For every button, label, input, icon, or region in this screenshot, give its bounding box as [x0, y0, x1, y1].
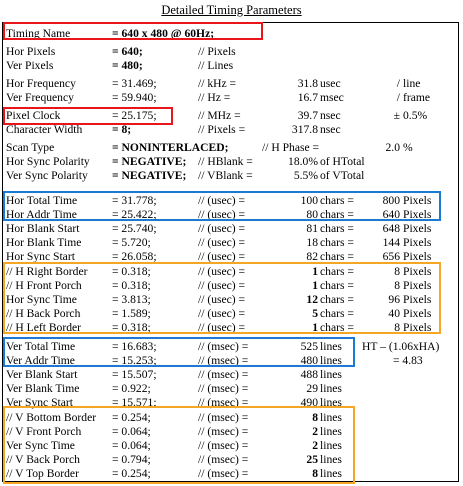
cell-v2: 31.8 [297, 77, 318, 90]
cell-name: Ver Sync Polarity [6, 169, 88, 182]
cell-v2: 8 [312, 467, 318, 480]
cell-val: = 5.720; [112, 236, 151, 249]
highlight-timing-name [3, 22, 263, 40]
cell-u1: // (usec) = [198, 265, 246, 278]
table-row [0, 236, 463, 249]
cell-name: // V Front Porch [6, 425, 82, 438]
cell-u2: chars = [320, 321, 354, 334]
cell-val: = 8; [112, 123, 132, 136]
cell-u2: usec [320, 77, 341, 90]
cell-val: = 0.318; [112, 279, 151, 292]
table-row [0, 141, 463, 154]
cell-val: = NONINTERLACED; [112, 141, 229, 154]
cell-v2: 8 [312, 411, 318, 424]
cell-u2: chars = [320, 222, 354, 235]
cell-u1: // (usec) = [198, 222, 246, 235]
cell-name: Pixel Clock [6, 109, 61, 122]
cell-name: Ver Pixels [6, 59, 54, 72]
cell-u2: chars = [320, 265, 354, 278]
cell-name: Ver Frequency [6, 91, 74, 104]
cell-val: = 15.253; [112, 354, 157, 367]
cell-v2: 39.7 [297, 109, 318, 122]
cell-u1: // (usec) = [198, 293, 246, 306]
cell-val: = 0.318; [112, 321, 151, 334]
cell-v2: 1 [312, 321, 318, 334]
cell-u1: // VBlank = [198, 169, 253, 182]
cell-u1: // (msec) = [198, 439, 249, 452]
cell-u3: Pixels [403, 293, 432, 306]
cell-v2: 1 [312, 279, 318, 292]
cell-v2: 29 [306, 382, 318, 395]
cell-u2: lines [320, 354, 342, 367]
side-note-line2: = 4.83 [393, 354, 423, 367]
table-row [0, 169, 463, 182]
cell-v2: 25 [306, 453, 318, 466]
cell-name: Ver Sync Time [6, 439, 75, 452]
cell-u1: // Lines [198, 59, 234, 72]
cell-u2: lines [320, 368, 342, 381]
cell-val: = NEGATIVE; [112, 155, 187, 168]
cell-val: = 15.571; [112, 396, 157, 409]
cell-u2: chars = [320, 279, 354, 292]
cell-v3: 8 [394, 265, 400, 278]
cell-u3: Pixels [403, 222, 432, 235]
cell-u1: // Pixels [198, 45, 236, 58]
cell-v2: // H Phase = [262, 141, 320, 154]
cell-u3: line [403, 77, 421, 90]
cell-u2: lines [320, 382, 342, 395]
cell-val: = NEGATIVE; [112, 169, 187, 182]
highlight-pixel-clock [3, 107, 173, 125]
cell-u2: nsec [320, 123, 341, 136]
cell-u2: msec [320, 91, 344, 104]
table-row [0, 59, 463, 72]
cell-v3: 40 [388, 307, 400, 320]
cell-val: = 25.422; [112, 208, 157, 221]
cell-v2: 5 [312, 307, 318, 320]
cell-u1: // (msec) = [198, 453, 249, 466]
cell-u1: // (msec) = [198, 340, 249, 353]
cell-v2: 480 [300, 354, 318, 367]
cell-name: Hor Frequency [6, 77, 76, 90]
cell-u3: Pixels [403, 279, 432, 292]
cell-v2: 18.0% [288, 155, 318, 168]
cell-val: = 640; [112, 45, 143, 58]
cell-val: = 15.507; [112, 368, 157, 381]
cell-u3: 0.5% [403, 109, 428, 122]
cell-name: Hor Sync Polarity [6, 155, 90, 168]
cell-v3: 8 [394, 321, 400, 334]
highlight-h-porches [3, 262, 441, 334]
cell-u1: // (msec) = [198, 411, 249, 424]
cell-u1: // (usec) = [198, 307, 246, 320]
cell-u2: of HTotal [320, 155, 365, 168]
cell-name: // H Right Border [6, 265, 88, 278]
cell-u1: // (usec) = [198, 236, 246, 249]
cell-name: Hor Sync Start [6, 250, 75, 263]
cell-val: = 0.254; [112, 467, 151, 480]
cell-u2: lines [320, 467, 342, 480]
cell-name: Hor Total Time [6, 194, 78, 207]
cell-u2: chars = [320, 208, 354, 221]
cell-name: Ver Sync Start [6, 396, 73, 409]
cell-u1: // Hz = [198, 91, 231, 104]
cell-u1: // (usec) = [198, 208, 246, 221]
cell-v3: 656 [382, 250, 400, 263]
cell-name: Ver Total Time [6, 340, 76, 353]
cell-u3: % [403, 141, 413, 154]
cell-u1: // (msec) = [198, 354, 249, 367]
cell-u1: // Pixels = [198, 123, 246, 136]
cell-val: = 1.589; [112, 307, 151, 320]
cell-v2: 80 [306, 208, 318, 221]
cell-v2: 1 [312, 265, 318, 278]
cell-v2: 81 [306, 222, 318, 235]
cell-u3: Pixels [403, 250, 432, 263]
cell-u1: // (msec) = [198, 425, 249, 438]
highlight-v-porches [3, 406, 355, 484]
table-row [0, 77, 463, 90]
cell-v2: 16.7 [297, 91, 318, 104]
cell-u2: chars = [320, 194, 354, 207]
cell-u2: lines [320, 340, 342, 353]
side-note-line1: HT – (1.06xHA) [362, 340, 440, 353]
cell-v3: / [396, 77, 400, 90]
cell-u1: // kHz = [198, 77, 237, 90]
cell-name: Hor Addr Time [6, 208, 77, 221]
cell-v3: 96 [388, 293, 400, 306]
cell-name: Character Width [6, 123, 83, 136]
cell-u3: Pixels [403, 321, 432, 334]
cell-v3: 144 [382, 236, 400, 249]
cell-u1: // (msec) = [198, 368, 249, 381]
cell-v3: / [396, 91, 400, 104]
cell-u3: Pixels [403, 208, 432, 221]
cell-name: // H Left Border [6, 321, 82, 334]
cell-u1: // (msec) = [198, 467, 249, 480]
cell-v2: 488 [300, 368, 318, 381]
cell-v2: 12 [306, 293, 318, 306]
cell-u3: Pixels [403, 307, 432, 320]
cell-name: // V Top Border [6, 467, 79, 480]
cell-v3: 8 [394, 279, 400, 292]
cell-name: // V Bottom Border [6, 411, 97, 424]
cell-u1: // (usec) = [198, 279, 246, 292]
cell-u2: lines [320, 453, 342, 466]
table-row [0, 45, 463, 58]
cell-name: Ver Blank Time [6, 382, 80, 395]
cell-val: = 0.794; [112, 453, 151, 466]
cell-v2: 490 [300, 396, 318, 409]
cell-u2: lines [320, 411, 342, 424]
cell-u2: chars = [320, 293, 354, 306]
table-row [0, 382, 463, 395]
cell-name: Hor Pixels [6, 45, 56, 58]
table-row [0, 368, 463, 381]
cell-v3: 2.0 [385, 141, 400, 154]
cell-u1: // (usec) = [198, 321, 246, 334]
cell-u3: Pixels [403, 265, 432, 278]
cell-val: = 31.469; [112, 77, 157, 90]
cell-u3: Pixels [403, 194, 432, 207]
highlight-ver-total-addr [3, 337, 355, 367]
cell-v3: ± [393, 109, 400, 122]
cell-val: = 31.778; [112, 194, 157, 207]
cell-name: Ver Blank Start [6, 368, 78, 381]
highlight-hor-total-addr [3, 191, 441, 221]
cell-name: // H Back Porch [6, 307, 81, 320]
cell-u2: chars = [320, 250, 354, 263]
table-row [0, 222, 463, 235]
cell-v2: 2 [312, 439, 318, 452]
cell-u2: chars = [320, 236, 354, 249]
cell-u2: lines [320, 396, 342, 409]
cell-u1: // (usec) = [198, 250, 246, 263]
cell-name: Hor Blank Time [6, 236, 82, 249]
cell-val: = 16.683; [112, 340, 157, 353]
cell-name: Hor Sync Time [6, 293, 77, 306]
cell-name: // V Back Porch [6, 453, 80, 466]
cell-v2: 525 [300, 340, 318, 353]
cell-v2: 18 [306, 236, 318, 249]
cell-name: Timing Name [6, 27, 71, 40]
cell-u1: // (msec) = [198, 396, 249, 409]
cell-u2: lines [320, 425, 342, 438]
cell-val: = 480; [112, 59, 143, 72]
cell-u1: // HBlank = [198, 155, 253, 168]
cell-val: = 59.940; [112, 91, 157, 104]
cell-v3: 640 [382, 208, 400, 221]
cell-u1: // (usec) = [198, 194, 246, 207]
cell-v2: 317.8 [291, 123, 318, 136]
cell-u2: of VTotal [320, 169, 365, 182]
cell-v3: 800 [382, 194, 400, 207]
cell-v2: 82 [306, 250, 318, 263]
cell-u1: // MHz = [198, 109, 241, 122]
cell-val: = 0.254; [112, 411, 151, 424]
cell-v3: 648 [382, 222, 400, 235]
cell-v2: 5.5% [293, 169, 318, 182]
cell-u1: // (msec) = [198, 382, 249, 395]
cell-val: = 0.318; [112, 265, 151, 278]
cell-name: Hor Blank Start [6, 222, 80, 235]
cell-val: = 640 x 480 @ 60Hz; [112, 27, 215, 40]
cell-v2: 2 [312, 425, 318, 438]
page-title: Detailed Timing Parameters [161, 3, 302, 17]
cell-v2: 100 [300, 194, 318, 207]
cell-name: // H Front Porch [6, 279, 82, 292]
cell-name: Scan Type [6, 141, 55, 154]
cell-val: = 25.740; [112, 222, 157, 235]
cell-val: = 26.058; [112, 250, 157, 263]
cell-u3: frame [403, 91, 431, 104]
table-row [0, 91, 463, 104]
cell-u3: Pixels [403, 236, 432, 249]
cell-val: = 0.064; [112, 439, 151, 452]
cell-u2: lines [320, 439, 342, 452]
cell-val: = 25.175; [112, 109, 157, 122]
table-row [0, 155, 463, 168]
cell-val: = 0.064; [112, 425, 151, 438]
cell-val: = 0.922; [112, 382, 151, 395]
cell-val: = 3.813; [112, 293, 151, 306]
cell-u2: nsec [320, 109, 341, 122]
cell-name: Ver Addr Time [6, 354, 75, 367]
cell-u2: chars = [320, 307, 354, 320]
